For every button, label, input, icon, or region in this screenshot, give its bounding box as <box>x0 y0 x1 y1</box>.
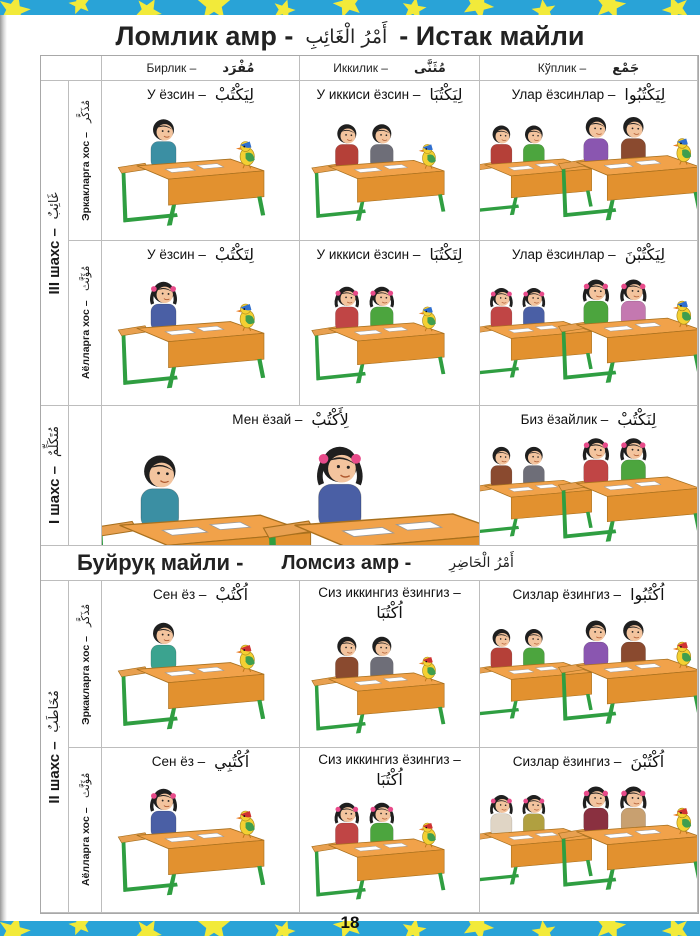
cell-2nd-fem-plural <box>480 748 698 913</box>
gender-label-arabic: مُذَكَّر <box>78 603 92 627</box>
gender-label-arabic: مُؤَنَّث <box>78 266 92 292</box>
cell-caption <box>102 241 299 266</box>
classroom-illustration <box>102 266 299 405</box>
label-2nd-person <box>41 581 69 913</box>
caption-uzbek: У иккиси ёзсин – <box>316 246 421 262</box>
caption-uzbek: У ёзсин – <box>147 246 206 262</box>
cell-3rd-fem-dual <box>300 241 480 406</box>
caption-arabic: لِيَكْتُبُوا <box>624 85 666 105</box>
caption-uzbek: Сизлар ёзингиз – <box>512 753 622 769</box>
caption-arabic: اُكْتُبِي <box>214 752 250 772</box>
caption-uzbek: Биз ёзайлик – <box>520 411 609 427</box>
caption-arabic: لِيَكْتُبَا <box>429 85 463 105</box>
classroom-illustration <box>480 431 697 546</box>
cell-3rd-fem-singular <box>102 241 300 406</box>
conjugation-table <box>40 55 699 914</box>
cell-caption <box>480 748 697 773</box>
star-border-top <box>0 0 700 15</box>
gender-label: Эркакларга хос – <box>79 132 92 221</box>
person-label: II шахс – <box>46 741 63 804</box>
classroom-illustration <box>300 266 479 405</box>
cell-3rd-masc-dual <box>300 81 480 241</box>
cell-3rd-masc-plural <box>480 81 698 241</box>
header-label: Иккилик – <box>333 61 388 75</box>
person-label: I шахс – <box>46 466 63 525</box>
caption-arabic: اُكْتُبْنَ <box>630 752 665 772</box>
subtitle-arabic: أَمْرُ الْحَاضِرِ <box>449 555 514 571</box>
header-arabic: جَمْع <box>612 60 640 76</box>
cell-3rd-fem-plural <box>480 241 698 406</box>
classroom-illustration <box>480 106 697 240</box>
header-dual <box>300 56 480 81</box>
person-label-arabic: مُتَكَلِّمٌ <box>47 426 62 458</box>
gender-label: Аёлларга хос – <box>79 807 92 887</box>
caption-arabic: لِيَكْتُبْ <box>214 85 254 105</box>
caption-arabic: اُكْتُبُوا <box>630 585 665 605</box>
cell-caption <box>300 581 479 624</box>
caption-uzbek: Улар ёзсинлар – <box>511 86 616 102</box>
subtitle-left: Буйруқ майли - <box>77 550 244 575</box>
label-feminine <box>69 241 102 406</box>
cell-2nd-masc-dual <box>300 581 480 748</box>
classroom-illustration <box>300 106 479 240</box>
classroom-illustration <box>300 624 479 747</box>
header-label: Бирлик – <box>146 61 197 75</box>
cell-2nd-fem-singular <box>102 748 300 913</box>
page-edge-shadow <box>0 0 7 936</box>
caption-uzbek: Сен ёз – <box>152 586 207 602</box>
section-subtitle <box>41 546 698 581</box>
person-label-arabic: غَائِبٌ <box>47 191 62 219</box>
header-arabic: مُفْرَد <box>222 60 255 76</box>
title-right: - Истак майли <box>399 21 585 51</box>
classroom-illustration <box>102 106 299 240</box>
caption-arabic: اُكْتُبْ <box>215 585 249 605</box>
page-number: 18 <box>340 913 360 932</box>
cell-caption <box>300 748 479 791</box>
caption-uzbek: У иккиси ёзсин – <box>316 86 421 102</box>
cell-1st-singular <box>102 406 480 546</box>
label-1st-person <box>41 406 69 546</box>
label-spacer <box>69 406 102 546</box>
caption-arabic: اُكْتُبَا <box>376 770 403 790</box>
gender-label: Эркакларга хос – <box>79 635 92 725</box>
caption-uzbek: Сиз иккингиз ёзингиз – <box>318 585 461 600</box>
header-singular <box>102 56 300 81</box>
title-left: Ломлик амр - <box>115 21 294 51</box>
cell-caption <box>102 581 299 606</box>
classroom-illustration <box>102 773 299 912</box>
caption-arabic: لِأَكْتُبْ <box>311 410 349 430</box>
table-corner <box>41 56 102 81</box>
label-masculine <box>69 81 102 241</box>
cell-caption <box>102 81 299 106</box>
caption-arabic: لِنَكْتُبْ <box>617 410 657 430</box>
caption-arabic: لِيَكْتُبْنَ <box>624 245 666 265</box>
caption-uzbek: Улар ёзсинлар – <box>511 246 616 262</box>
cell-2nd-fem-dual <box>300 748 480 913</box>
classroom-illustration <box>480 773 697 912</box>
classroom-illustration <box>102 431 479 546</box>
cell-2nd-masc-plural <box>480 581 698 748</box>
caption-uzbek: Сен ёз – <box>151 753 206 769</box>
caption-arabic: لِتَكْتُبْ <box>214 245 254 265</box>
cell-caption <box>102 748 299 773</box>
subtitle-mid: Ломсиз амр - <box>281 551 412 574</box>
cell-3rd-masc-singular <box>102 81 300 241</box>
caption-uzbek: Сиз иккингиз ёзингиз – <box>318 752 461 767</box>
classroom-illustration <box>480 266 697 405</box>
cell-caption <box>102 406 479 431</box>
header-arabic: مُثَنَّى <box>413 60 446 76</box>
cell-1st-plural <box>480 406 698 546</box>
label-3rd-person <box>41 81 69 406</box>
person-label-arabic: مُخَاطَبٌ <box>47 689 62 733</box>
title-arabic: أَمْرُ الْغَائِبِ <box>305 25 388 48</box>
caption-uzbek: У ёзсин – <box>147 86 206 102</box>
classroom-illustration <box>102 606 299 747</box>
gender-label-arabic: مُؤَنَّث <box>78 773 92 799</box>
cell-2nd-masc-singular <box>102 581 300 748</box>
header-plural <box>480 56 698 81</box>
label-masculine-2 <box>69 581 102 748</box>
cell-caption <box>480 406 697 431</box>
cell-caption <box>300 81 479 106</box>
gender-label-arabic: مُذَكَّر <box>78 100 92 124</box>
cell-caption <box>480 581 697 606</box>
cell-caption <box>300 241 479 266</box>
person-label: III шахс – <box>46 227 63 295</box>
caption-uzbek: Сизлар ёзингиз – <box>512 586 622 602</box>
page-title <box>0 21 700 52</box>
label-feminine-2 <box>69 748 102 913</box>
gender-label: Аёлларга хос – <box>79 300 92 380</box>
caption-uzbek: Мен ёзай – <box>232 411 303 427</box>
classroom-illustration <box>300 791 479 912</box>
caption-arabic: لِتَكْتُبَا <box>429 245 463 265</box>
caption-arabic: اُكْتُبَا <box>376 603 403 623</box>
classroom-illustration <box>480 606 697 747</box>
header-label: Кўплик – <box>537 61 587 75</box>
cell-caption <box>480 81 697 106</box>
cell-caption <box>480 241 697 266</box>
